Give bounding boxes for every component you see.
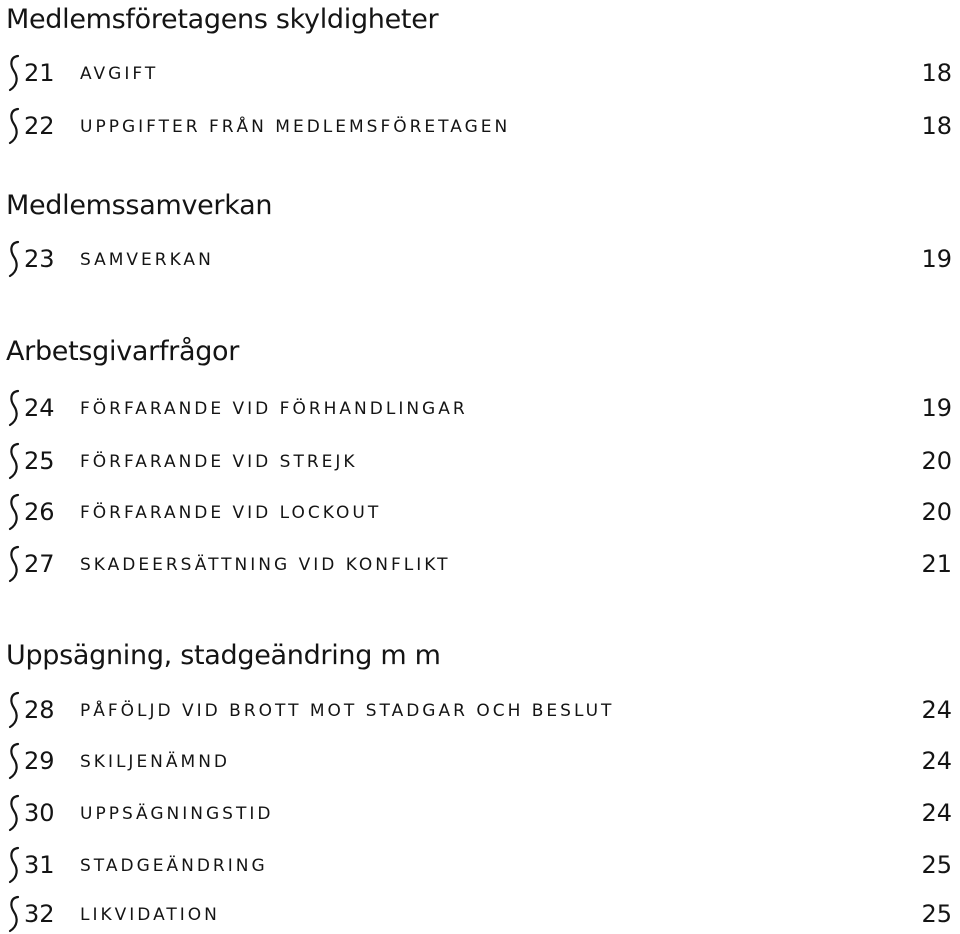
toc-entry[interactable] [0,894,960,934]
section-sign-icon [6,53,22,93]
entry-page: 18 [921,112,952,140]
section-heading: Uppsägning, stadgeändring m m [6,640,441,671]
entry-title: FÖRFARANDE VID STREJK [80,452,358,472]
section-sign-icon [6,690,22,730]
toc-entry[interactable] [0,741,960,781]
entry-number: 31 [24,851,55,879]
entry-number: 26 [24,498,55,526]
entry-title: SKILJENÄMND [80,752,230,772]
entry-number: 30 [24,799,55,827]
toc-entry[interactable] [0,845,960,885]
entry-number: 21 [24,59,55,87]
section-sign-icon [6,441,22,481]
entry-title: UPPGIFTER FRÅN MEDLEMSFÖRETAGEN [80,117,511,137]
entry-page: 25 [921,900,952,928]
entry-page: 24 [921,747,952,775]
toc-entry[interactable] [0,388,960,428]
toc-entry[interactable] [0,492,960,532]
toc-entry[interactable] [0,239,960,279]
section-sign-icon [6,741,22,781]
entry-page: 19 [921,245,952,273]
entry-page: 24 [921,799,952,827]
entry-page: 21 [921,550,952,578]
toc-entry[interactable] [0,690,960,730]
entry-page: 25 [921,851,952,879]
toc-entry[interactable] [0,53,960,93]
entry-number: 23 [24,245,55,273]
toc-entry[interactable] [0,793,960,833]
entry-page: 20 [921,498,952,526]
entry-title: FÖRFARANDE VID FÖRHANDLINGAR [80,399,468,419]
section-sign-icon [6,845,22,885]
entry-number: 24 [24,394,55,422]
entry-title: LIKVIDATION [80,905,220,925]
entry-number: 29 [24,747,55,775]
toc-entry[interactable] [0,544,960,584]
section-heading: Medlemssamverkan [6,190,273,221]
entry-title: FÖRFARANDE VID LOCKOUT [80,503,382,523]
section-sign-icon [6,793,22,833]
section-sign-icon [6,544,22,584]
entry-page: 19 [921,394,952,422]
section-sign-icon [6,492,22,532]
section-heading: Arbetsgivarfrågor [6,336,240,367]
toc-entry[interactable] [0,106,960,146]
section-sign-icon [6,106,22,146]
section-heading: Medlemsföretagens skyldigheter [6,4,439,35]
section-sign-icon [6,894,22,934]
entry-number: 28 [24,696,55,724]
section-sign-icon [6,388,22,428]
entry-title: SKADEERSÄTTNING VID KONFLIKT [80,555,451,575]
entry-title: UPPSÄGNINGSTID [80,804,274,824]
section-sign-icon [6,239,22,279]
entry-page: 20 [921,447,952,475]
entry-number: 32 [24,900,55,928]
entry-title: SAMVERKAN [80,250,214,270]
entry-page: 18 [921,59,952,87]
toc-entry[interactable] [0,441,960,481]
entry-title: AVGIFT [80,64,159,84]
entry-number: 25 [24,447,55,475]
entry-title: PÅFÖLJD VID BROTT MOT STADGAR OCH BESLUT [80,701,615,721]
entry-number: 27 [24,550,55,578]
entry-title: STADGEÄNDRING [80,856,268,876]
entry-number: 22 [24,112,55,140]
entry-page: 24 [921,696,952,724]
